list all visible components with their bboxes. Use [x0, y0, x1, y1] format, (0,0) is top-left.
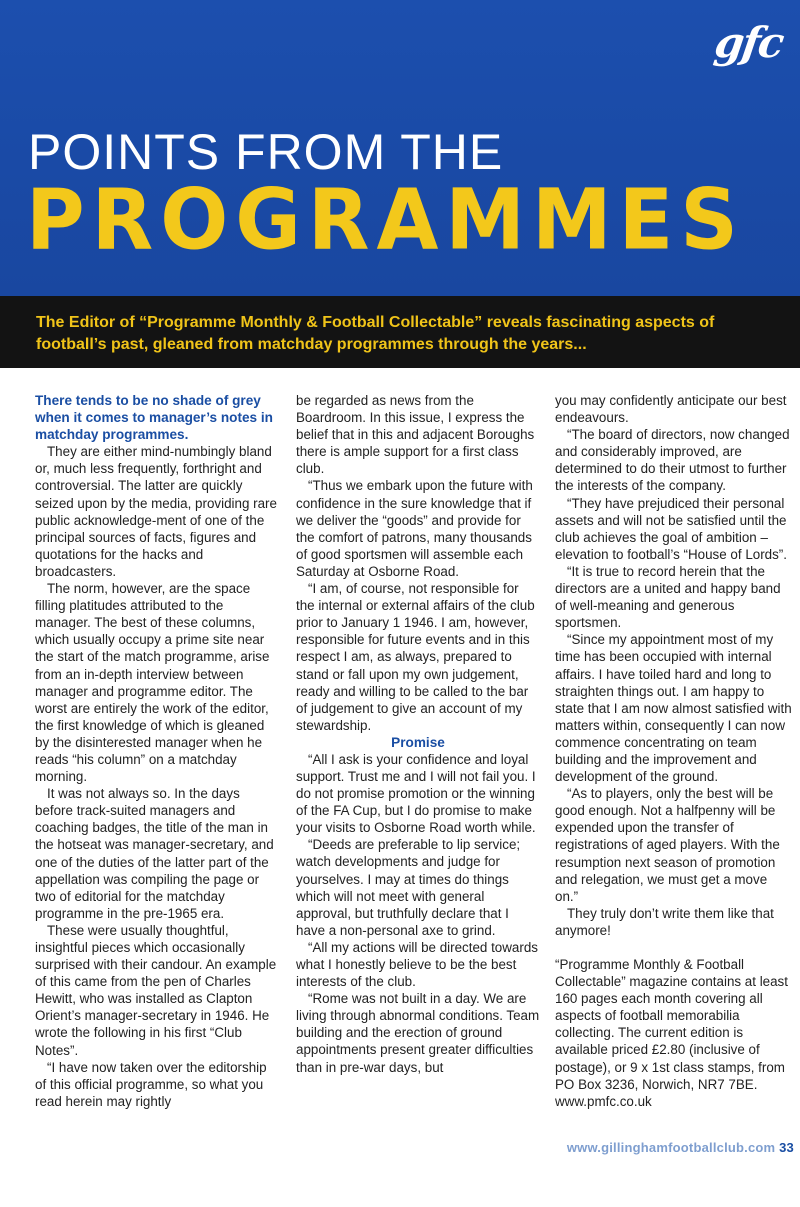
paragraph: “The board of directors, now changed and considerably improved, are determined to do their utmost to further the interests of the company.	[555, 427, 790, 494]
title-line-2: PROGRAMMES	[26, 170, 745, 269]
strapline-text: The Editor of “Programme Monthly & Football Collectable” reveals fascinating aspects of football’s past, gleaned from matchday programmes through the years...	[36, 314, 715, 353]
article-column-2	[296, 392, 540, 1076]
paragraph: “As to players, only the best will be good enough. Not a halfpenny will be expended upon the transfer of registrations of aged players. With the resumption next season of promotion and relegation, we must get a move on.”	[555, 786, 780, 904]
paragraph: “Thus we embark upon the future with confidence in the sure knowledge that if we deliver the “goods” and provide for the comfort of patrons, many thousands of good sportsmen will assemble each Saturday at Osborne Road.	[296, 478, 533, 579]
article-column-3	[555, 392, 793, 1110]
paragraph: “All my actions will be directed towards what I honestly believe to be the best interests of the club.	[296, 939, 538, 990]
paragraph: “Deeds are preferable to lip service; watch developments and judge for yourselves. I may at times do things which will not meet with general approval, but truthfully declare that I have a non-personal axe to grind.	[296, 837, 521, 938]
spacer	[555, 939, 793, 956]
section-subheading: Promise	[391, 734, 445, 750]
paragraph: “Rome was not built in a day. We are living through abnormal conditions. Team building and the erection of ground appointments present greater difficulties than in pre-war days, but	[296, 991, 540, 1075]
article-lead: There tends to be no shade of grey when it comes to manager’s notes in matchday programmes.	[35, 393, 273, 443]
paragraph: “They have prejudiced their personal assets and will not be satisfied until the club achieves the goal of ambition – elevation to football’s “House of Lords”.	[555, 495, 787, 562]
paragraph: These were usually thoughtful, insightful pieces which occasionally surprised with their candour. An example of this came from the pen of Charles Hewitt, who was installed as Clapton Orient’s manager-secretary in 1946. He wrote the following in his first “Club Notes”.	[35, 922, 277, 1058]
paragraph: “It is true to record herein that the directors are a united and happy band of well-meaning and generous sportsmen.	[555, 563, 781, 631]
title-line-1: POINTS FROM THE	[28, 124, 504, 180]
footer	[567, 1140, 794, 1155]
paragraph: It was not always so. In the days before track-suited managers and coaching badges, the title of the man in the hotseat was manager-secretary, and one of the duties of the latter part of the appellation was compiling the page or two of editorial for the matchday programme in the pre-1965 era.	[35, 786, 274, 921]
paragraph: “All I ask is your confidence and loyal support. Trust me and I will not fail you. I do not promise promotion or the winning of the FA Cup, but I do promise to make your visits to Osborne Road worth while.	[296, 751, 536, 836]
paragraph: be regarded as news from the Boardroom. In this issue, I express the belief that in this and adjacent Boroughs there is ample support for a first class club.	[296, 393, 535, 477]
page-number: 33	[779, 1140, 794, 1155]
paragraph: “I have now taken over the editorship of this official programme, so what you read herein may rightly	[35, 1059, 267, 1109]
paragraph: They are either mind-numbingly bland or, much less frequently, forthright and controversial. The latter are quickly seized upon by the media, providing rare public acknowledge-ment of one of the principal sources of facts, figures and quotations for the hacks and broadcasters.	[35, 444, 277, 579]
paragraph: They truly don’t write them like that anymore!	[555, 905, 774, 938]
paragraph: “I am, of course, not responsible for the internal or external affairs of the club prior to January 1 1946. I am, however, responsible for future events and in this respect I am, as always, prepared to stand or fall upon my own judgement, ready and willing to be called to the bar of judgement to give an account of my stewardship.	[296, 581, 535, 733]
magazine-info: “Programme Monthly & Football Collectable” magazine contains at least 160 pages each month covering all aspects of football memorabilia collecting. The current edition is available priced £2.80 (inclusive of postage), or 9 x 1st class stamps, from PO Box 3236, Norwich, NR7 7BE. www.pmfc.co.uk	[555, 957, 788, 1109]
paragraph: you may confidently anticipate our best endeavours.	[555, 393, 787, 426]
club-logo: gfc	[711, 18, 786, 67]
paragraph: “Since my appointment most of my time has been occupied with internal affairs. I have toiled hard and long to straighten things out. I am happy to state that I am now almost satisfied with matters within, consequently I can now commence concentrating on team building and the improvement and development of the ground.	[555, 632, 792, 785]
paragraph: The norm, however, are the space filling platitudes attributed to the manager. The best of these columns, which usually occupy a prime site near the start of the match programme, arise from an in-depth interview between manager and programme editor. The worst are entirely the work of the editor, the first knowledge of which is gleaned by the disinterested manager when he reads “his column” on a matchday morning.	[35, 581, 270, 785]
footer-website-link[interactable]: www.gillinghamfootballclub.com	[566, 1140, 776, 1155]
article-column-1	[35, 392, 281, 1110]
